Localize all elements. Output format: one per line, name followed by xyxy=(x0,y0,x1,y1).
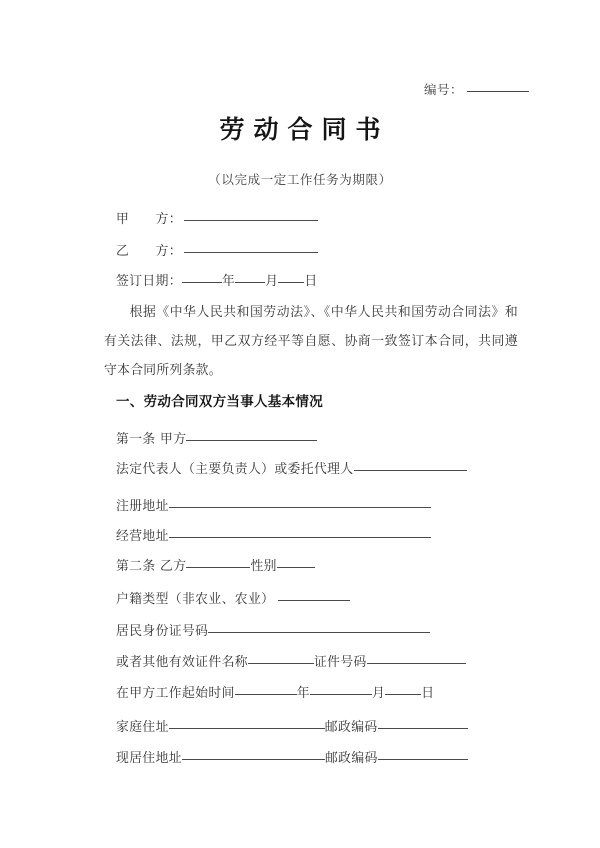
sign-date-day-blank[interactable] xyxy=(278,282,304,283)
business-address-row xyxy=(116,525,431,544)
contract-number-label: 编号： xyxy=(424,82,464,97)
article-one-label: 第一条 甲方 xyxy=(116,432,187,447)
sign-date-year-unit: 年 xyxy=(221,274,236,289)
party-a-label: 甲 方： xyxy=(116,212,182,227)
contract-number-field xyxy=(424,80,529,98)
start-work-row xyxy=(116,682,434,701)
page-title: 劳动合同书 xyxy=(219,115,390,144)
start-work-day-unit: 日 xyxy=(421,686,435,701)
start-work-year-unit: 年 xyxy=(296,686,310,701)
section-one-heading: 一、劳动合同双方当事人基本情况 xyxy=(116,394,323,410)
party-b-blank[interactable] xyxy=(184,252,318,253)
registered-address-row xyxy=(116,495,431,514)
article-two-row xyxy=(116,555,315,574)
sign-date-month-unit: 月 xyxy=(265,274,279,289)
party-a-row xyxy=(116,208,318,227)
id-number-label: 居民身份证号码 xyxy=(116,624,209,639)
legal-rep-label: 法定代表人（主要负责人）或委托代理人 xyxy=(116,462,354,477)
gender-blank[interactable] xyxy=(277,567,315,568)
postal-code-blank-2[interactable] xyxy=(378,759,468,760)
registered-address-blank[interactable] xyxy=(169,507,431,508)
other-cert-name-blank[interactable] xyxy=(248,663,314,664)
sign-date-label: 签订日期： xyxy=(116,274,182,289)
start-work-day-blank[interactable] xyxy=(385,694,421,695)
sign-date-row xyxy=(116,270,318,289)
start-work-label: 在甲方工作起始时间 xyxy=(116,686,235,701)
contract-number-blank[interactable] xyxy=(467,91,529,92)
legal-rep-row xyxy=(116,458,467,477)
page-subtitle: （以完成一定工作任务为期限） xyxy=(208,172,392,187)
gender-label: 性别 xyxy=(250,559,277,574)
other-cert-name-label: 或者其他有效证件名称 xyxy=(116,655,248,670)
start-work-month-unit: 月 xyxy=(371,686,386,701)
article-two-name-blank[interactable] xyxy=(186,567,250,568)
household-type-blank[interactable] xyxy=(278,600,350,601)
start-work-year-blank[interactable] xyxy=(235,694,297,695)
home-address-row xyxy=(116,716,468,735)
id-number-blank[interactable] xyxy=(208,632,430,633)
party-b-row xyxy=(116,240,318,259)
home-address-label: 家庭住址 xyxy=(116,720,169,735)
party-a-blank[interactable] xyxy=(184,220,318,221)
start-work-month-blank[interactable] xyxy=(310,694,372,695)
legal-rep-blank[interactable] xyxy=(354,470,467,471)
preamble-paragraph: 根据《中华人民共和国劳动法》、《中华人民共和国劳动合同法》和有关法律、法规，甲乙双方经平等自愿、协商一致签订本合同，共同遵守本合同所列条款。 xyxy=(104,305,518,378)
other-certificate-row xyxy=(116,651,466,670)
postal-code-label: 邮政编码 xyxy=(324,720,378,735)
sign-date-day-unit: 日 xyxy=(304,274,318,289)
party-b-label: 乙 方： xyxy=(116,244,182,259)
household-type-row xyxy=(116,588,350,607)
sign-date-year-blank[interactable] xyxy=(182,282,222,283)
registered-address-label: 注册地址 xyxy=(116,499,169,514)
current-address-blank[interactable] xyxy=(182,759,325,760)
current-address-label: 现居住地址 xyxy=(116,751,182,766)
article-one-blank[interactable] xyxy=(186,440,317,441)
postal-code-blank[interactable] xyxy=(378,728,468,729)
current-address-row xyxy=(116,747,468,766)
business-address-blank[interactable] xyxy=(169,537,431,538)
article-one-row xyxy=(116,428,317,447)
household-type-label: 户籍类型（非农业、农业） xyxy=(116,592,275,607)
postal-code-label-2: 邮政编码 xyxy=(324,751,378,766)
id-number-row xyxy=(116,620,430,639)
business-address-label: 经营地址 xyxy=(116,529,169,544)
home-address-blank[interactable] xyxy=(169,728,325,729)
article-two-label: 第二条 乙方 xyxy=(116,559,187,574)
cert-number-label: 证件号码 xyxy=(313,655,367,670)
sign-date-month-blank[interactable] xyxy=(235,282,265,283)
cert-number-blank[interactable] xyxy=(367,663,466,664)
